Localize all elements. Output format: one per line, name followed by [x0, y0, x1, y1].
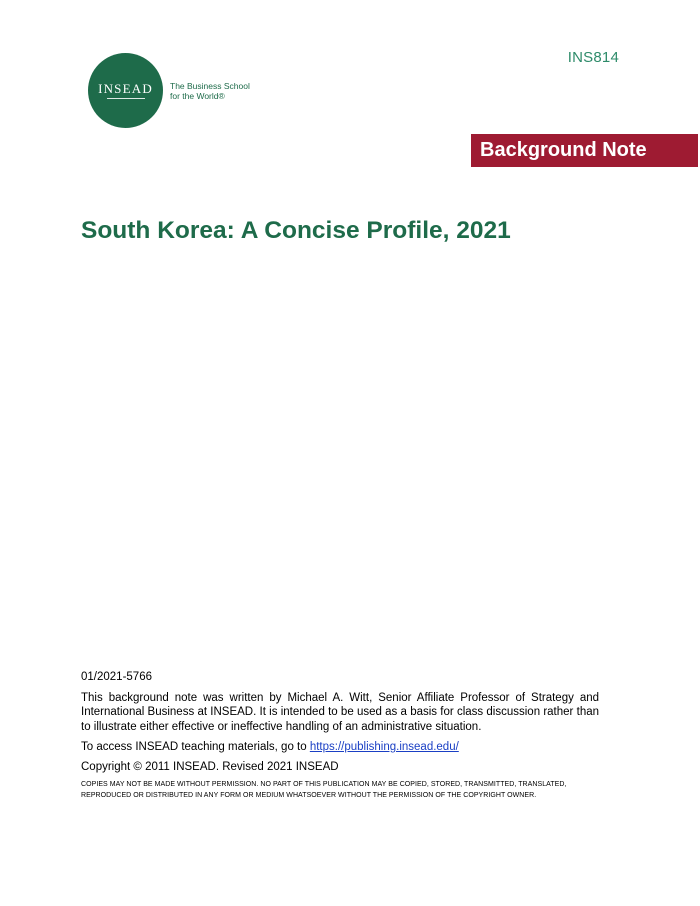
document-title: South Korea: A Concise Profile, 2021	[81, 217, 511, 244]
access-line	[81, 740, 599, 755]
logo-circle	[88, 53, 163, 128]
reference-number: 01/2021-5766	[81, 671, 152, 683]
logo-wordmark: INSEAD	[98, 81, 153, 96]
footer-notes	[81, 670, 599, 801]
insead-logo	[88, 53, 250, 128]
access-prefix: To access INSEAD teaching materials, go to	[81, 741, 310, 753]
logo-tagline	[170, 81, 250, 101]
authorship-statement: This background note was written by Michael A. Witt, Senior Affiliate Professor of Strategy and International Business at INSEAD. It is intended to be used as a basis for class discussion rather than to illustrate either effective or ineffective handling of an administrative situation.	[81, 691, 599, 733]
logo-tagline-line2: for the World®	[170, 90, 225, 101]
note-type-banner: Background Note	[471, 134, 698, 167]
publishing-link[interactable]: https://publishing.insead.edu/	[309, 741, 459, 753]
copyright-line: Copyright © 2011 INSEAD. Revised 2021 INSEAD	[81, 760, 339, 773]
document-code: INS814	[567, 49, 619, 66]
logo-tagline-line1: The Business School	[170, 80, 250, 91]
permission-notice: COPIES MAY NOT BE MADE WITHOUT PERMISSION. NO PART OF THIS PUBLICATION MAY BE COPIED, STORED, TRANSMITTED, TRANSLATED, REPRODUCED OR DISTRIBUTED IN ANY FORM OR MEDIUM WHATSOEVER WITHOUT THE PERMISSION OF THE COPYRIGHT OWNER.	[81, 781, 567, 799]
logo-book-icon	[107, 98, 145, 99]
